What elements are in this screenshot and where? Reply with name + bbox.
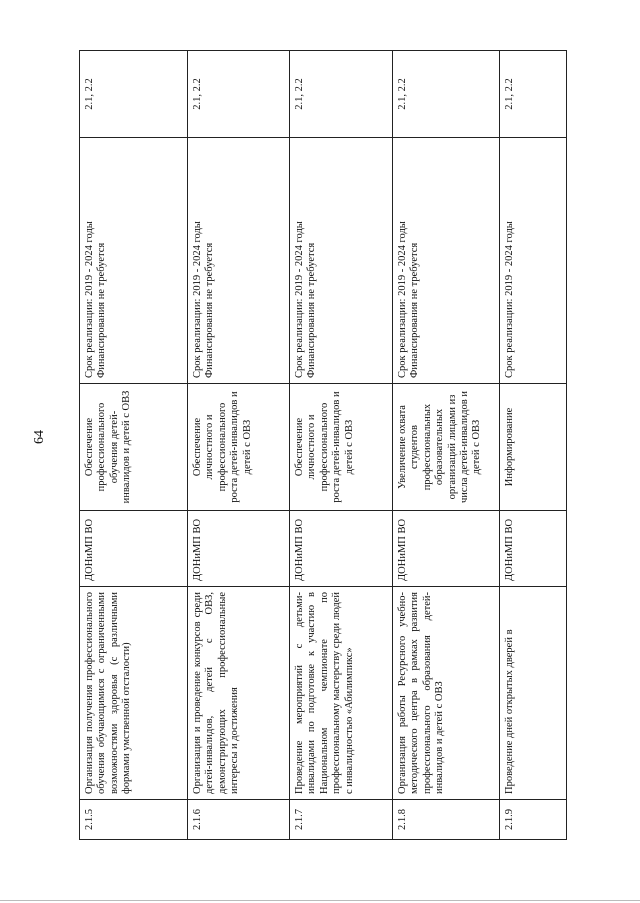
table-row	[290, 51, 393, 840]
indicators-cell: 2.1, 2.2	[393, 51, 500, 138]
term-financing: Финансирования не требуется	[306, 242, 318, 378]
term-cell	[290, 138, 393, 384]
table-row	[80, 51, 188, 840]
result-cell: Обеспечение личностного и профессионального роста детей-инвалидов и детей с ОВЗ	[290, 384, 393, 511]
term-period: Срок реализации: 2019 - 2024 годы	[504, 221, 515, 378]
result-cell: Обеспечение личностного и профессионального роста детей-инвалидов и детей с ОВЗ	[188, 384, 290, 511]
indicators-cell: 2.1, 2.2	[188, 51, 290, 138]
row-number-cell: 2.1.9	[500, 800, 567, 840]
activity-cell: Организация работы Ресурсного учебно-методического центра в рамках развития профессионального образования детей-инвалидов и детей с ОВЗ	[393, 587, 500, 800]
activity-cell: Организация получения профессионального обучения обучающимися с ограниченными возможностями здоровья (с различными формами умственной отсталости)	[80, 587, 188, 800]
row-number-cell: 2.1.6	[188, 800, 290, 840]
executor-cell: ДОНиМП ВО	[80, 511, 188, 587]
executor-cell: ДОНиМП ВО	[188, 511, 290, 587]
indicators-cell: 2.1, 2.2	[80, 51, 188, 138]
indicators-cell: 2.1, 2.2	[500, 51, 567, 138]
result-cell: Обеспечение профессионального обучения детей-инвалидов и детей с ОВЗ	[80, 384, 188, 511]
term-period: Срок реализации: 2019 - 2024 годы	[294, 221, 305, 378]
indicators-cell: 2.1, 2.2	[290, 51, 393, 138]
term-period: Срок реализации: 2019 - 2024 годы	[84, 221, 95, 378]
executor-cell: ДОНиМП ВО	[290, 511, 393, 587]
result-cell: Информирование	[500, 384, 567, 511]
term-cell	[393, 138, 500, 384]
term-period: Срок реализации: 2019 - 2024 годы	[192, 221, 203, 378]
row-number-cell: 2.1.8	[393, 800, 500, 840]
measures-table	[79, 50, 567, 840]
term-financing: Финансирования не требуется	[204, 242, 216, 378]
activity-cell: Организация и проведение конкурсов среди детей-инвалидов, детей с ОВЗ, демонстрирующих профессиональные интересы и достижения	[188, 587, 290, 800]
rotated-table-region	[79, 51, 566, 840]
term-cell	[500, 138, 567, 384]
page-bottom-rule	[0, 900, 640, 901]
term-period: Срок реализации: 2019 - 2024 годы	[397, 221, 408, 378]
result-cell: Увеличение охвата студентов профессиональных образовательных организаций лицами из числа детей-инвалидов и детей с ОВЗ	[393, 384, 500, 511]
term-financing: Финансирования не требуется	[409, 242, 421, 378]
page-number: 64	[32, 430, 47, 444]
executor-cell: ДОНиМП ВО	[393, 511, 500, 587]
table-row	[188, 51, 290, 840]
activity-cell: Проведение мероприятий с детьми-инвалидами по подготовке к участию в Национальном чемпионате по профессиональному мастерству среди людей с инвалидностью «Абилимпикс»	[290, 587, 393, 800]
term-cell	[188, 138, 290, 384]
table-row	[500, 51, 567, 840]
row-number-cell: 2.1.7	[290, 800, 393, 840]
executor-cell: ДОНиМП ВО	[500, 511, 567, 587]
activity-cell: Проведение дней открытых дверей в	[500, 587, 567, 800]
term-cell	[80, 138, 188, 384]
term-financing: Финансирования не требуется	[96, 242, 108, 378]
row-number-cell: 2.1.5	[80, 800, 188, 840]
table-row	[393, 51, 500, 840]
